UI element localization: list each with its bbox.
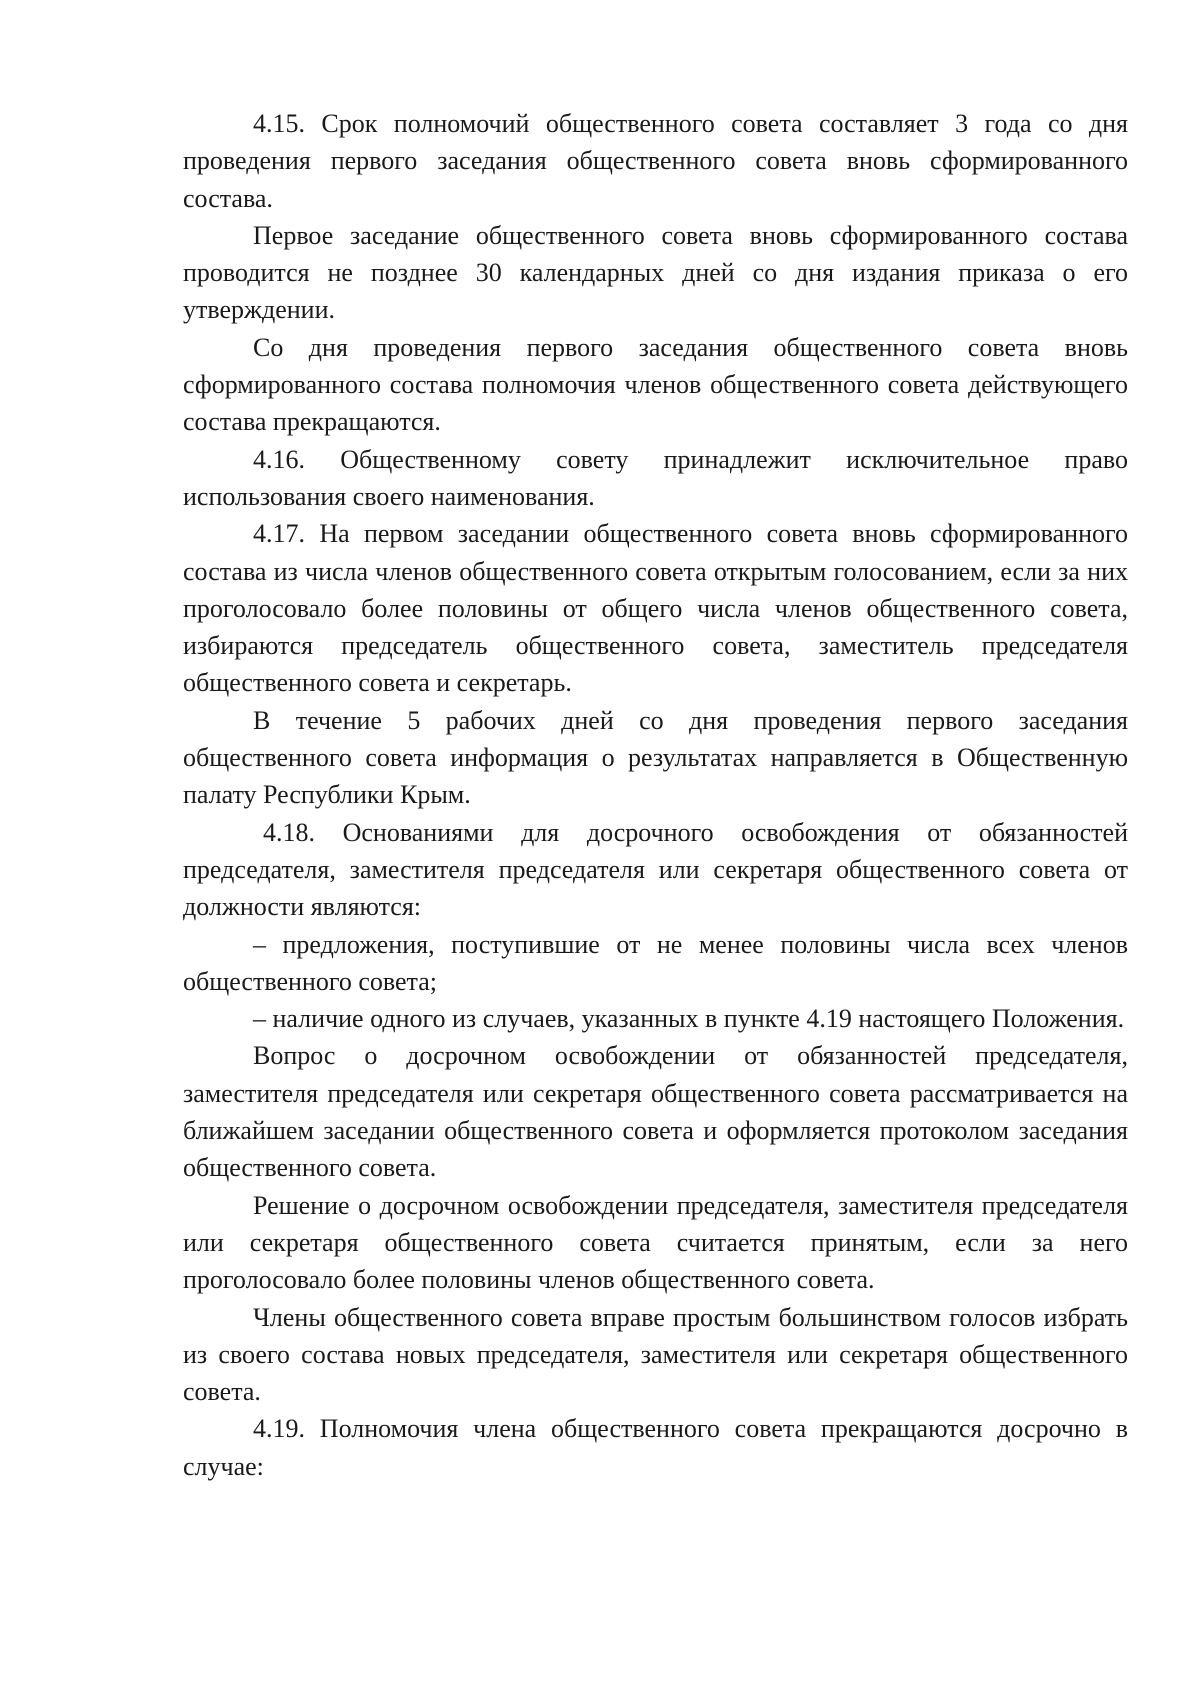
list-item-proposals: – предложения, поступившие от не менее половины числа всех членов общественного совета;	[183, 929, 1128, 996]
paragraph-early-release-decision: Решение о досрочном освобождении председателя, заместителя председателя или секретаря общественного совета считается принятым, если за него проголосовало более половины членов общественного совета.	[183, 1190, 1128, 1295]
paragraph-4-17: 4.17. На первом заседании общественного совета вновь сформированного состава из числа членов общественного совета открытым голосованием, если за них проголосовало более половины от общего числа членов общественного совета, избираются председатель общественного совета, заместитель председателя общественного совета и секретарь.	[183, 519, 1128, 698]
document-body	[183, 105, 1128, 1485]
list-item-cases: – наличие одного из случаев, указанных в пункте 4.19 настоящего Положения.	[253, 1004, 1125, 1034]
paragraph-4-15: 4.15. Срок полномочий общественного совета составляет 3 года со дня проведения первого заседания общественного совета вновь сформированного состава.	[183, 109, 1128, 213]
paragraph-info-public-chamber: В течение 5 рабочих дней со дня проведения первого заседания общественного совета информация о результатах направляется в Общественную палату Республики Крым.	[183, 705, 1128, 810]
paragraph-4-18: 4.18. Основаниями для досрочного освобождения от обязанностей председателя, заместителя председателя или секретаря общественного совета от должности являются:	[183, 817, 1128, 922]
paragraph-4-19: 4.19. Полномочия члена общественного совета прекращаются досрочно в случае:	[183, 1414, 1128, 1481]
paragraph-first-meeting: Первое заседание общественного совета вновь сформированного состава проводится не позднее 30 календарных дней со дня издания приказа о его утверждении.	[183, 220, 1128, 325]
paragraph-new-election: Члены общественного совета вправе простым большинством голосов избрать из своего состава новых председателя, заместителя или секретаря общественного совета.	[183, 1302, 1128, 1407]
paragraph-early-release-question: Вопрос о досрочном освобождении от обязанностей председателя, заместителя председателя или секретаря общественного совета рассматривается на ближайшем заседании общественного совета и оформляется протоколом заседания общественного совета.	[183, 1041, 1128, 1183]
paragraph-4-16: 4.16. Общественному совету принадлежит исключительное право использования своего наименования.	[183, 444, 1128, 511]
paragraph-powers-termination: Со дня проведения первого заседания общественного совета вновь сформированного состава полномочия членов общественного совета действующего состава прекращаются.	[183, 332, 1128, 437]
